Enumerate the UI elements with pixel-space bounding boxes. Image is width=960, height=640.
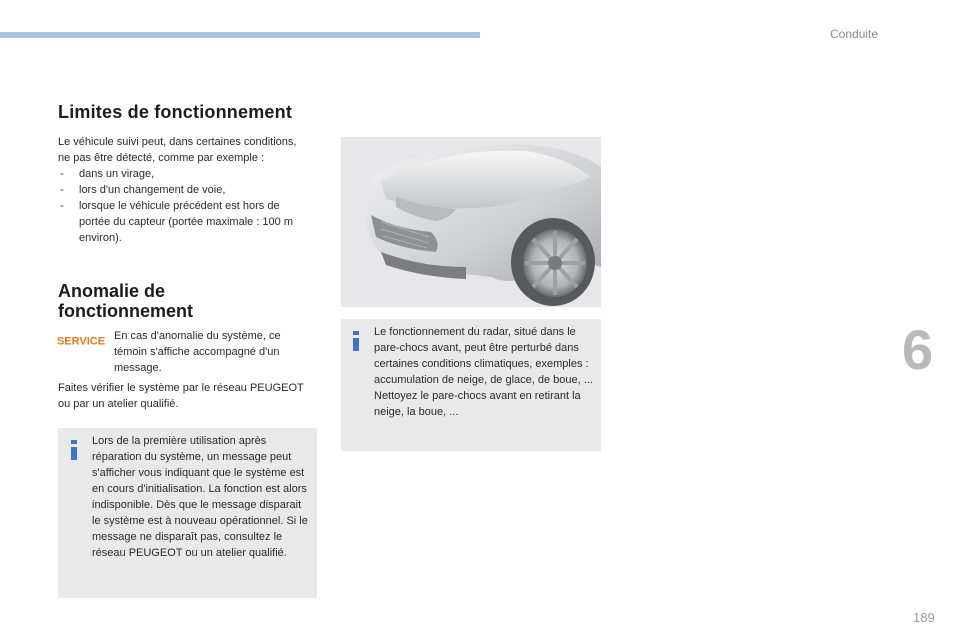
chapter-number: 6 bbox=[902, 318, 934, 381]
section-label: Conduite bbox=[830, 27, 879, 41]
limits-list bbox=[58, 166, 308, 246]
radar-text: Le fonctionnement du radar, situé dans le pare-chocs avant, peut être perturbé dans certaines conditions climatiques, exemples : accumulation de neige, de glace, de boue, ... bbox=[374, 326, 593, 386]
limits-heading: Limites de fonctionnement bbox=[58, 102, 293, 122]
info-box-text bbox=[374, 324, 598, 420]
info-icon bbox=[352, 331, 360, 351]
cleaning-text: Nettoyez le pare-chocs avant en retirant la neige, la boue, ... bbox=[374, 390, 581, 418]
info-icon bbox=[70, 440, 78, 460]
network-text: Faites vérifier le système par le réseau PEUGEOT ou par un atelier qualifié. bbox=[58, 382, 304, 410]
limits-intro-block bbox=[58, 134, 308, 246]
list-item: - lors d'un changement de voie, bbox=[58, 182, 308, 198]
service-text: En cas d'anomalie du système, ce témoin s'affiche accompagné d'un message. bbox=[114, 330, 281, 374]
service-warning-icon bbox=[56, 333, 106, 348]
car-front-illustration bbox=[341, 137, 601, 307]
info-box-text: Lors de la première utilisation après réparation du système, un message peut s'afficher vous indiquant que le système est en cours d'initialisation. La fonction est alors indisponible. Dès que le message disparait le système est à nouveau opérationnel. Si le message ne disparaît pas, consultez le réseau PEUGEOT ou un atelier qualifié. bbox=[92, 435, 308, 559]
info-box-radar bbox=[341, 319, 601, 451]
header-accent-bar bbox=[0, 32, 480, 38]
list-item: - lorsque le véhicule précédent est hors de portée du capteur (portée maximale : 100 m environ). bbox=[58, 198, 308, 246]
car-front-photo bbox=[341, 137, 601, 307]
page-number: 189 bbox=[913, 610, 935, 625]
list-item: - dans un virage, bbox=[58, 166, 308, 182]
anomaly-heading: Anomalie de fonctionnement bbox=[58, 281, 193, 321]
info-box-initialisation bbox=[58, 428, 317, 598]
service-badge-text: SERVICE bbox=[56, 335, 106, 348]
limits-intro: Le véhicule suivi peut, dans certaines conditions, ne pas être détecté, comme par exemple : bbox=[58, 136, 297, 164]
